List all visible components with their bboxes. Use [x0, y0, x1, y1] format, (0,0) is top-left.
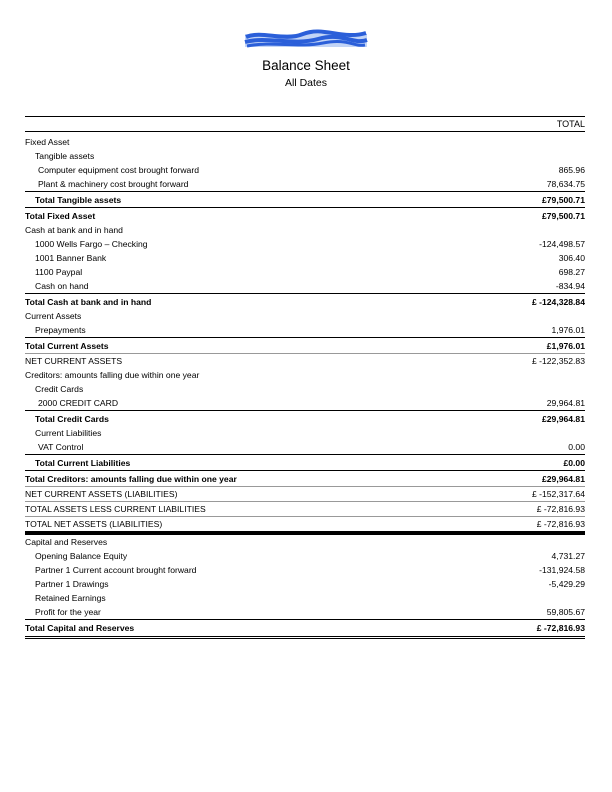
row-amount: 78,634.75 [546, 179, 585, 189]
row-amount: 698.27 [558, 267, 585, 277]
row-label: NET CURRENT ASSETS (LIABILITIES) [25, 489, 178, 499]
total-row [25, 454, 585, 470]
row-label: Cash at bank and in hand [25, 225, 123, 235]
row-label: Total Fixed Asset [25, 210, 96, 221]
line-item-row [25, 516, 585, 531]
line-item-row [25, 279, 585, 293]
row-amount: -131,924.58 [539, 565, 585, 575]
row-label: Total Current Liabilities [35, 457, 131, 468]
total-row [25, 619, 585, 639]
row-label: Capital and Reserves [25, 537, 108, 547]
row-label: Tangible assets [35, 151, 95, 161]
row-label: Total Current Assets [25, 340, 109, 351]
line-item-row [25, 353, 585, 368]
row-amount: 59,805.67 [546, 607, 585, 617]
row-amount: £ -152,317.64 [531, 489, 585, 499]
line-item-row [25, 396, 585, 410]
row-label: Credit Cards [35, 384, 84, 394]
row-amount: -5,429.29 [548, 579, 585, 589]
line-item-row [25, 177, 585, 191]
line-item-row [25, 251, 585, 265]
total-row [25, 410, 585, 426]
row-label: Partner 1 Drawings [35, 579, 109, 589]
row-label: Retained Earnings [35, 593, 106, 603]
line-item-row [25, 309, 585, 323]
line-item-row [25, 368, 585, 382]
line-item-row [25, 440, 585, 454]
total-row [25, 470, 585, 486]
line-item-row [25, 323, 585, 337]
redacted-company-name [243, 28, 369, 50]
row-label: Total Creditors: amounts falling due within one year [25, 473, 237, 484]
row-label: Creditors: amounts falling due within one year [25, 370, 200, 380]
line-item-row [25, 591, 585, 605]
line-item-row [25, 605, 585, 619]
row-label: Total Cash at bank and in hand [25, 296, 152, 307]
row-amount: 4,731.27 [551, 551, 585, 561]
row-amount: £ -122,352.83 [531, 356, 585, 366]
row-amount: £29,964.81 [541, 413, 585, 424]
row-amount: £29,964.81 [541, 473, 585, 484]
line-item-row [25, 563, 585, 577]
row-label: Cash on hand [35, 281, 89, 291]
row-amount: 0.00 [568, 442, 585, 452]
row-label: 1100 Paypal [35, 267, 83, 277]
row-label: Fixed Asset [25, 137, 70, 147]
row-label: Current Liabilities [35, 428, 102, 438]
row-amount: £79,500.71 [541, 194, 585, 205]
line-item-row [25, 237, 585, 251]
line-item-row [25, 223, 585, 237]
line-item-row [25, 265, 585, 279]
line-item-row [25, 501, 585, 516]
row-amount: £ -72,816.93 [536, 519, 585, 529]
row-label: Prepayments [35, 325, 86, 335]
rows-container [25, 135, 585, 639]
row-label: Current Assets [25, 311, 82, 321]
row-label: 1000 Wells Fargo – Checking [35, 239, 148, 249]
line-item-row [25, 163, 585, 177]
line-item-row [25, 577, 585, 591]
row-amount: £ -72,816.93 [536, 622, 585, 633]
total-row [25, 207, 585, 223]
row-amount: 29,964.81 [546, 398, 585, 408]
row-label: Partner 1 Current account brought forward [35, 565, 197, 575]
row-label: TOTAL NET ASSETS (LIABILITIES) [25, 519, 163, 529]
row-label: Plant & machinery cost brought forward [38, 179, 189, 189]
row-amount: £0.00 [563, 457, 585, 468]
total-row [25, 293, 585, 309]
row-label: 2000 CREDIT CARD [38, 398, 119, 408]
row-label: Computer equipment cost brought forward [38, 165, 199, 175]
line-item-row [25, 382, 585, 396]
report-title: Balance Sheet [262, 58, 350, 73]
row-label: Total Credit Cards [35, 413, 109, 424]
row-amount: £79,500.71 [541, 210, 585, 221]
line-item-row [25, 531, 585, 549]
row-label: TOTAL ASSETS LESS CURRENT LIABILITIES [25, 504, 206, 514]
balance-sheet-table [25, 116, 585, 639]
row-label: 1001 Banner Bank [35, 253, 107, 263]
total-column-label: TOTAL [556, 119, 585, 129]
line-item-row [25, 426, 585, 440]
row-amount: £1,976.01 [546, 340, 585, 351]
row-amount: -834.94 [555, 281, 585, 291]
row-amount: 1,976.01 [551, 325, 585, 335]
total-row [25, 191, 585, 207]
row-label: Opening Balance Equity [35, 551, 128, 561]
line-item-row [25, 149, 585, 163]
row-label: Total Tangible assets [35, 194, 122, 205]
column-header [25, 116, 585, 132]
row-amount: £ -124,328.84 [531, 296, 585, 307]
row-amount: -124,498.57 [539, 239, 585, 249]
row-label: Profit for the year [35, 607, 101, 617]
row-label: VAT Control [38, 442, 84, 452]
row-label: Total Capital and Reserves [25, 622, 135, 633]
total-row [25, 337, 585, 353]
report-period: All Dates [284, 77, 327, 89]
row-amount: 865.96 [558, 165, 585, 175]
line-item-row [25, 549, 585, 563]
row-amount: £ -72,816.93 [536, 504, 585, 514]
row-amount: 306.40 [558, 253, 585, 263]
row-label: NET CURRENT ASSETS [25, 356, 123, 366]
line-item-row [25, 486, 585, 501]
line-item-row [25, 135, 585, 149]
